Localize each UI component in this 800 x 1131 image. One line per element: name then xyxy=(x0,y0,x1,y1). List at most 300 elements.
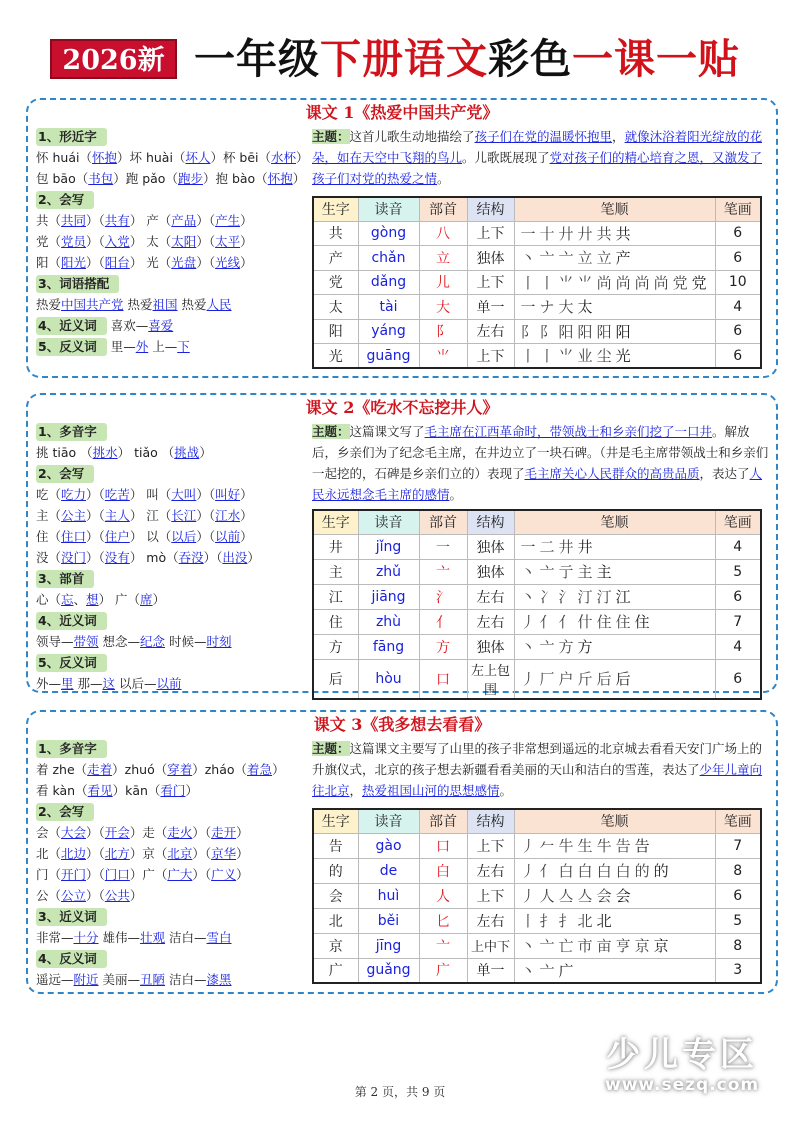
answer-word: 共同 xyxy=(61,213,87,228)
stroke-step: 丶 xyxy=(520,249,540,268)
text: 想念— xyxy=(98,634,141,649)
text: 共（ xyxy=(36,213,62,228)
character-cell: 光 xyxy=(313,344,358,369)
character-cell: 的 xyxy=(313,858,358,883)
text: ） xyxy=(292,171,306,186)
column-header: 生字 xyxy=(313,809,358,833)
theme-text: ， xyxy=(612,129,625,144)
stroke-step: 产 xyxy=(615,249,635,268)
vocab-line xyxy=(36,930,232,945)
vocab-row xyxy=(36,843,312,864)
text: 热爱 xyxy=(123,297,153,312)
table-row xyxy=(313,559,761,584)
structure-cell: 上下 xyxy=(467,221,514,246)
stroke-count-cell: 6 xyxy=(715,344,761,369)
structure-cell: 上中下 xyxy=(467,933,514,958)
text: 以后— xyxy=(115,676,157,691)
stroke-step: 京 xyxy=(634,937,654,955)
pinyin-cell: tài xyxy=(358,295,419,320)
answer-word: 这 xyxy=(102,676,116,691)
text: ）（ xyxy=(86,508,105,523)
answer-word: 挑水 xyxy=(92,445,118,460)
stroke-order-cell xyxy=(514,295,715,320)
stroke-step: 住 xyxy=(634,613,654,631)
section-heading: 4、近义词 xyxy=(36,317,107,335)
text: ）（ xyxy=(86,846,105,861)
stroke-step: 丶 xyxy=(520,638,540,656)
theme-text: ， xyxy=(349,783,363,798)
watermark-url: www.sezq.com xyxy=(605,1075,760,1095)
stroke-step: 汀 xyxy=(596,588,616,606)
vocab-line xyxy=(36,234,253,249)
answer-word: 水杯 xyxy=(271,150,297,165)
watermark-name: 少儿专区 xyxy=(606,1035,759,1075)
character-cell: 会 xyxy=(313,883,358,908)
answer-word: 坏人 xyxy=(185,150,211,165)
pinyin-cell: fāng xyxy=(358,634,419,659)
structure-cell: 单一 xyxy=(467,295,514,320)
vocab-row xyxy=(36,759,312,780)
stroke-step: 牛 xyxy=(596,837,616,855)
text: ）（ xyxy=(86,234,105,249)
stroke-step: 亠 xyxy=(539,638,559,656)
answer-word: 走开 xyxy=(211,825,237,840)
structure-cell: 上下 xyxy=(467,344,514,369)
answer-word: 大叫 xyxy=(171,487,197,502)
text: 没（ xyxy=(36,550,62,565)
answer-word: 十分 xyxy=(73,930,99,945)
theme-label: 主题： xyxy=(312,129,350,144)
character-cell: 太 xyxy=(313,295,358,320)
answer-word: 共有 xyxy=(104,213,130,228)
stroke-step: 𠂉 xyxy=(539,837,559,855)
vocab-heading-row xyxy=(36,189,312,210)
title-part: 一年级 xyxy=(194,35,320,83)
structure-cell: 单一 xyxy=(467,958,514,983)
text: ）杯 bēi（ xyxy=(210,150,272,165)
text: ）（ xyxy=(196,529,216,544)
text: 美丽— xyxy=(98,972,141,987)
text: 热爱 xyxy=(177,297,207,312)
vocab-panel xyxy=(36,126,312,357)
character-cell: 共 xyxy=(313,221,358,246)
vocab-line xyxy=(36,888,142,903)
stroke-step: 的 xyxy=(634,862,654,880)
text: 怀 huái（ xyxy=(36,150,92,165)
stroke-step: 丨 xyxy=(520,347,540,365)
section-heading: 5、反义词 xyxy=(36,338,107,356)
radical-cell: 氵 xyxy=(419,584,467,609)
answer-word: 里 xyxy=(61,676,74,691)
stroke-step: 井 xyxy=(577,538,597,556)
answer-word: 门口 xyxy=(104,867,130,882)
pinyin-cell: dǎng xyxy=(358,270,419,295)
radical-cell: 八 xyxy=(419,221,467,246)
answer-word: 壮观 xyxy=(140,930,166,945)
theme-text: 。儿歌既展现了 xyxy=(462,150,550,165)
stroke-step: 北 xyxy=(577,912,597,930)
answer-word: 中国共产党 xyxy=(61,297,124,312)
structure-cell: 上下 xyxy=(467,833,514,858)
stroke-count-cell: 4 xyxy=(715,534,761,559)
answer-word: 党员 xyxy=(61,234,87,249)
answer-word: 走火 xyxy=(167,825,193,840)
text: 雄伟— xyxy=(98,930,141,945)
text: ） 广（ xyxy=(98,592,141,607)
stroke-step: 江 xyxy=(615,588,635,606)
stroke-step: 二 xyxy=(539,538,559,556)
answer-word: 入党 xyxy=(104,234,130,249)
stroke-step: 后 xyxy=(596,670,616,688)
column-header: 结构 xyxy=(467,510,514,534)
vocab-row xyxy=(36,864,312,885)
structure-cell: 独体 xyxy=(467,246,514,271)
stroke-step: ナ xyxy=(539,298,559,317)
text: ）（ xyxy=(192,867,212,882)
vocab-line xyxy=(36,783,198,798)
text: 喜欢— xyxy=(110,318,149,333)
stroke-step: 会 xyxy=(615,887,635,905)
vocab-panel xyxy=(36,738,312,990)
column-header: 部首 xyxy=(419,197,467,221)
stroke-count-cell: 6 xyxy=(715,584,761,609)
stroke-step: 牛 xyxy=(558,837,578,855)
structure-cell: 独体 xyxy=(467,634,514,659)
stroke-order-cell xyxy=(514,559,715,584)
table-row xyxy=(313,858,761,883)
column-header: 笔画 xyxy=(715,510,761,534)
stroke-step: 光 xyxy=(615,347,635,365)
text: ） xyxy=(236,825,249,840)
text: ）（ xyxy=(196,234,216,249)
table-header-row xyxy=(313,809,761,833)
radical-cell: 阝 xyxy=(419,319,467,344)
column-header: 读音 xyxy=(358,809,419,833)
stroke-order-cell xyxy=(514,221,715,246)
answer-word: 长江 xyxy=(171,508,197,523)
character-cell: 主 xyxy=(313,559,358,584)
radical-cell: 一 xyxy=(419,534,467,559)
radical-cell: 方 xyxy=(419,634,467,659)
text: ）坏 huài（ xyxy=(116,150,186,165)
character-cell: 方 xyxy=(313,634,358,659)
radical-cell: 口 xyxy=(419,833,467,858)
character-table xyxy=(312,196,762,369)
theme-text: 这篇课文写了 xyxy=(349,424,425,439)
stroke-step: 厂 xyxy=(539,670,559,688)
stroke-step: 丨 xyxy=(539,273,559,292)
pinyin-cell: zhù xyxy=(358,609,419,634)
vocab-line xyxy=(36,487,253,502)
stroke-order-cell xyxy=(514,584,715,609)
theme-highlight: 就像沐浴着阳光绽放的花朵，如在天空中飞翔的鸟儿 xyxy=(312,129,763,165)
vocab-heading-row xyxy=(36,652,312,673)
character-cell: 告 xyxy=(313,833,358,858)
pinyin-cell: guāng xyxy=(358,344,419,369)
theme-label: 主题： xyxy=(312,424,350,439)
pinyin-cell: yáng xyxy=(358,319,419,344)
vocab-line xyxy=(36,508,253,523)
text: ） xyxy=(272,762,285,777)
stroke-step: 什 xyxy=(577,613,597,631)
page-title xyxy=(194,36,740,82)
stroke-count-cell: 6 xyxy=(715,883,761,908)
answer-word: 以前 xyxy=(156,676,182,691)
vocab-line xyxy=(36,213,253,228)
stroke-step: 汀 xyxy=(577,588,597,606)
text: ）zhuó（ xyxy=(112,762,168,777)
text: 里— xyxy=(110,339,136,354)
stroke-step: 阝 xyxy=(520,322,540,341)
answer-word: 着急 xyxy=(247,762,273,777)
text: ）（ xyxy=(86,487,105,502)
answer-word: 出没 xyxy=(222,550,248,565)
text: 洁白— xyxy=(165,930,207,945)
vocab-row xyxy=(36,210,312,231)
answer-word: 外 xyxy=(135,339,149,354)
theme-text: 这篇课文主要写了山里的孩子非常想到遥远的北京城去看看天安门广场上的升旗仪式，北京的孩子想去新疆看看美丽的天山和洁白的雪莲，表达了 xyxy=(312,741,763,777)
vocab-row xyxy=(36,294,312,315)
answer-word: 怀抱 xyxy=(91,150,117,165)
answer-word: 广义 xyxy=(211,867,237,882)
lesson-title: 课文 1《热爱中国共产党》 xyxy=(305,103,499,122)
text: ） xyxy=(185,783,198,798)
column-header: 部首 xyxy=(419,510,467,534)
table-row xyxy=(313,270,761,295)
vocab-line xyxy=(36,867,249,882)
vocab-row xyxy=(36,252,312,273)
stroke-step: 亻 xyxy=(539,862,559,880)
stroke-order-cell xyxy=(514,270,715,295)
answer-word: 广大 xyxy=(167,867,193,882)
stroke-step: 亨 xyxy=(615,937,635,955)
stroke-count-cell: 10 xyxy=(715,270,761,295)
text: ） xyxy=(152,592,166,607)
answer-word: 看见 xyxy=(87,783,113,798)
stroke-step: 业 xyxy=(577,347,597,365)
character-cell: 广 xyxy=(313,958,358,983)
answer-word: 太阳 xyxy=(171,234,197,249)
stroke-step: 丨 xyxy=(520,912,540,930)
stroke-step: 丶 xyxy=(520,588,540,606)
vocab-heading-row xyxy=(36,315,312,336)
section-heading: 1、多音字 xyxy=(36,423,107,441)
text: 遥远— xyxy=(36,972,74,987)
answer-word: 跑步 xyxy=(177,171,203,186)
text: 上— xyxy=(148,339,178,354)
answer-word: 穿着 xyxy=(167,762,193,777)
character-cell: 井 xyxy=(313,534,358,559)
stroke-step: 亡 xyxy=(558,937,578,955)
stroke-step: 一 xyxy=(520,298,540,317)
table-row xyxy=(313,958,761,983)
section-heading: 2、会写 xyxy=(36,465,94,483)
vocab-row xyxy=(36,927,312,948)
answer-word: 江水 xyxy=(215,508,241,523)
stroke-step: ⺌ xyxy=(558,347,578,365)
stroke-step: 太 xyxy=(577,298,597,317)
stroke-step: 亠 xyxy=(539,563,559,581)
text: ）（ xyxy=(203,550,223,565)
radical-cell: 亠 xyxy=(419,933,467,958)
text: ） tiǎo （ xyxy=(117,445,175,460)
stroke-step: 住 xyxy=(596,613,616,631)
vocab-heading-row xyxy=(36,421,312,442)
table-row xyxy=(313,609,761,634)
column-header: 笔画 xyxy=(715,197,761,221)
theme-text: 。解放后，乡亲们为了纪念毛主席，在井边立了一块石碑。（井是毛主席带领战士和乡亲们一起挖的，石碑是乡亲们立的）表现了 xyxy=(312,424,769,481)
lesson-card xyxy=(26,710,778,994)
stroke-step: 后 xyxy=(615,670,635,688)
answer-word: 丑陋 xyxy=(140,972,166,987)
vocab-row xyxy=(36,589,312,610)
pinyin-cell: zhǔ xyxy=(358,559,419,584)
vocab-heading-row xyxy=(36,948,312,969)
section-heading: 5、反义词 xyxy=(36,654,107,672)
stroke-step: 尚 xyxy=(615,273,635,292)
stroke-step: 阳 xyxy=(615,322,635,341)
column-header: 笔顺 xyxy=(514,510,715,534)
table-row xyxy=(313,319,761,344)
answer-word: 纪念 xyxy=(140,634,166,649)
text: ） mò（ xyxy=(129,550,179,565)
text: 会（ xyxy=(36,825,62,840)
section-heading: 3、近义词 xyxy=(36,908,107,926)
stroke-order-cell xyxy=(514,833,715,858)
section-heading: 2、会写 xyxy=(36,803,94,821)
stroke-step: 丿 xyxy=(520,613,540,631)
stroke-count-cell: 4 xyxy=(715,634,761,659)
answer-word: 雪白 xyxy=(206,930,232,945)
stroke-count-cell: 6 xyxy=(715,659,761,699)
stroke-step: 方 xyxy=(577,638,597,656)
section-heading: 4、反义词 xyxy=(36,950,107,968)
column-header: 部首 xyxy=(419,809,467,833)
column-header: 生字 xyxy=(313,510,358,534)
character-cell: 后 xyxy=(313,659,358,699)
column-header: 结构 xyxy=(467,809,514,833)
text: ）（ xyxy=(86,529,105,544)
vocab-row xyxy=(36,526,312,547)
answer-word: 叫好 xyxy=(215,487,241,502)
pinyin-cell: gào xyxy=(358,833,419,858)
column-header: 笔画 xyxy=(715,809,761,833)
vocab-line xyxy=(36,445,212,460)
answer-word: 光盘 xyxy=(171,255,197,270)
section-heading: 1、形近字 xyxy=(36,128,107,146)
pinyin-cell: guǎng xyxy=(358,958,419,983)
table-row xyxy=(313,295,761,320)
stroke-count-cell: 8 xyxy=(715,858,761,883)
section-heading: 3、词语搭配 xyxy=(36,275,119,293)
text: ） 叫（ xyxy=(129,487,172,502)
lesson-title: 课文 3《我多想去看看》 xyxy=(313,715,491,734)
vocab-line xyxy=(36,171,305,186)
vocab-row xyxy=(36,780,312,801)
answer-word: 产品 xyxy=(171,213,197,228)
radical-cell: 亠 xyxy=(419,559,467,584)
vocab-heading-row xyxy=(36,126,312,147)
lesson-card xyxy=(26,393,778,698)
theme-label: 主题： xyxy=(312,741,350,756)
vocab-line xyxy=(36,150,309,165)
vocab-heading-row xyxy=(36,568,312,589)
stroke-step: 生 xyxy=(577,837,597,855)
vocab-line xyxy=(36,676,182,691)
pinyin-cell: jiāng xyxy=(358,584,419,609)
text: ）走（ xyxy=(129,825,168,840)
radical-cell: 广 xyxy=(419,958,467,983)
stroke-step: 亠 xyxy=(539,961,559,980)
answer-word: 住户 xyxy=(104,529,130,544)
stroke-step: 白 xyxy=(596,862,616,880)
answer-word: 人民 xyxy=(206,297,232,312)
stroke-step: 丿 xyxy=(520,887,540,905)
pinyin-cell: běi xyxy=(358,908,419,933)
theme-highlight: 少年儿童向往北京 xyxy=(312,762,763,798)
vocab-line xyxy=(36,255,253,270)
stroke-step: 亻 xyxy=(558,613,578,631)
stroke-count-cell: 7 xyxy=(715,833,761,858)
answer-word: 公立 xyxy=(61,888,87,903)
vocab-row xyxy=(36,547,312,568)
stroke-order-cell xyxy=(514,933,715,958)
text: ）（ xyxy=(86,213,105,228)
column-header: 读音 xyxy=(358,197,419,221)
text: ） xyxy=(240,508,253,523)
answer-word: 北京 xyxy=(167,846,193,861)
stroke-step: 亠 xyxy=(539,249,559,268)
theme-text: 。 xyxy=(499,783,513,798)
table-row xyxy=(313,933,761,958)
stroke-step: 立 xyxy=(596,249,616,268)
text: 着 zhe（ xyxy=(36,762,88,777)
text: 党（ xyxy=(36,234,62,249)
stroke-step: 扌 xyxy=(558,912,578,930)
text: ） xyxy=(247,550,260,565)
text: ）抱 bào（ xyxy=(202,171,268,186)
radical-cell: ⺌ xyxy=(419,344,467,369)
vocab-row xyxy=(36,885,312,906)
stroke-step: 户 xyxy=(558,670,578,688)
answer-word: 没有 xyxy=(104,550,130,565)
table-row xyxy=(313,534,761,559)
vocab-heading-row xyxy=(36,610,312,631)
theme-highlight: 孩子们在党的温暖怀抱里 xyxy=(474,129,613,144)
page-footer: 第 2 页，共 9 页 xyxy=(354,1085,446,1099)
radical-cell: 亻 xyxy=(419,609,467,634)
theme-highlight: 人民永远想念毛主席的感情 xyxy=(312,466,763,502)
stroke-order-cell xyxy=(514,858,715,883)
table-row xyxy=(313,246,761,271)
stroke-step: 北 xyxy=(596,912,616,930)
text: ） xyxy=(240,213,253,228)
text: ）（ xyxy=(196,213,216,228)
text: ）（ xyxy=(192,846,212,861)
character-cell: 北 xyxy=(313,908,358,933)
stroke-step: 的 xyxy=(653,862,673,880)
vocab-line xyxy=(36,972,232,987)
stroke-step: 尘 xyxy=(596,347,616,365)
stroke-step: 井 xyxy=(558,538,578,556)
text: 心（ xyxy=(36,592,62,607)
stroke-count-cell: 6 xyxy=(715,246,761,271)
answer-word: 时刻 xyxy=(206,634,232,649)
section-heading: 4、近义词 xyxy=(36,612,107,630)
character-table xyxy=(312,808,762,984)
structure-cell: 左右 xyxy=(467,319,514,344)
stroke-step: 人 xyxy=(539,887,559,905)
